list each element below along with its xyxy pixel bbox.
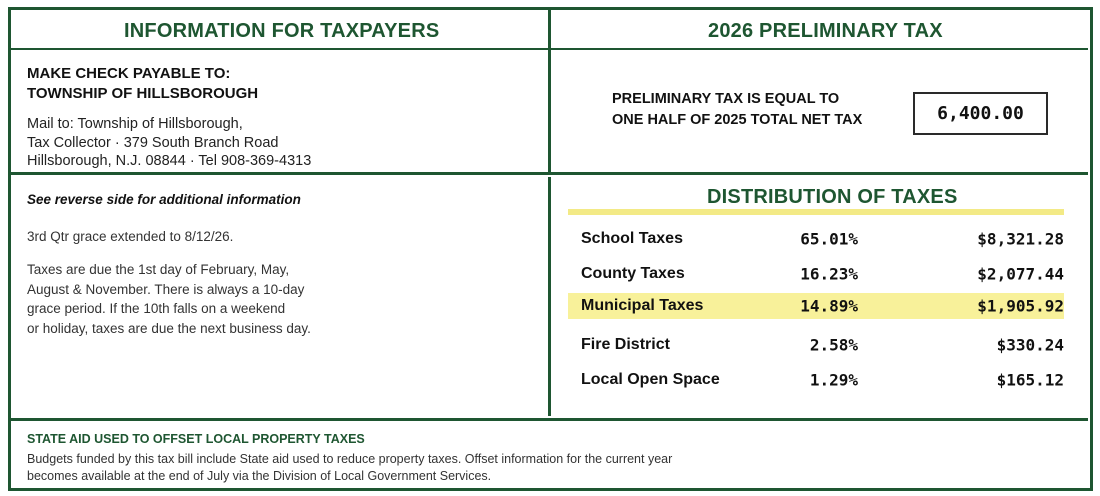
divider-vertical-middle bbox=[548, 177, 551, 416]
divider-middle bbox=[11, 172, 1088, 175]
preliminary-tax-label bbox=[612, 89, 862, 131]
mail-line-2: Tax Collector · 379 South Branch Road bbox=[27, 134, 279, 151]
distribution-row-school bbox=[568, 226, 1064, 252]
row-name: Fire District bbox=[581, 336, 670, 353]
divider-header bbox=[11, 48, 1088, 50]
reverse-side-note: See reverse side for additional information bbox=[27, 192, 301, 207]
due-dates-text bbox=[27, 260, 311, 338]
header-preliminary-tax: 2026 PRELIMINARY TAX bbox=[708, 20, 943, 42]
mail-line-1: Mail to: Township of Hillsborough, bbox=[27, 116, 243, 132]
state-aid-title: STATE AID USED TO OFFSET LOCAL PROPERTY TAXES bbox=[27, 432, 365, 446]
due-line-4: or holiday, taxes are due the next business day. bbox=[27, 320, 311, 336]
state-aid-line-2: becomes available at the end of July via the Division of Local Government Services. bbox=[27, 468, 492, 483]
row-name: Local Open Space bbox=[581, 371, 720, 388]
divider-bottom bbox=[11, 418, 1088, 421]
payable-line-1: MAKE CHECK PAYABLE TO: bbox=[27, 65, 231, 82]
row-amount: $330.24 bbox=[996, 335, 1064, 355]
row-amount: $1,905.92 bbox=[977, 296, 1064, 316]
row-amount: $2,077.44 bbox=[977, 264, 1064, 284]
preliminary-tax-line-2: ONE HALF OF 2025 TOTAL NET TAX bbox=[612, 112, 863, 128]
distribution-row-county bbox=[568, 261, 1064, 287]
row-amount: $165.12 bbox=[996, 370, 1064, 390]
due-line-1: Taxes are due the 1st day of February, May, bbox=[27, 262, 290, 277]
distribution-row-fire bbox=[568, 332, 1064, 358]
row-percent: 16.23% bbox=[800, 264, 858, 284]
row-name: School Taxes bbox=[581, 230, 683, 247]
due-line-2: August & November. There is always a 10-day bbox=[27, 281, 305, 297]
distribution-row-municipal bbox=[568, 293, 1064, 319]
mail-line-3: Hillsborough, N.J. 08844 · Tel 908-369-4313 bbox=[27, 153, 312, 169]
distribution-title-underline bbox=[568, 209, 1064, 215]
mail-address-block bbox=[27, 115, 311, 171]
grace-extension-note: 3rd Qtr grace extended to 8/12/26. bbox=[27, 229, 234, 244]
divider-vertical-top bbox=[548, 10, 551, 173]
row-amount: $8,321.28 bbox=[977, 229, 1064, 249]
preliminary-tax-amount: 6,400.00 bbox=[913, 92, 1048, 135]
row-percent: 1.29% bbox=[809, 370, 858, 390]
preliminary-tax-line-1: PRELIMINARY TAX IS EQUAL TO bbox=[612, 91, 840, 107]
state-aid-text bbox=[27, 451, 727, 484]
due-line-3: grace period. If the 10th falls on a weekend bbox=[27, 301, 286, 316]
row-name: Municipal Taxes bbox=[581, 297, 704, 314]
row-name: County Taxes bbox=[581, 265, 685, 282]
payable-line-2: TOWNSHIP OF HILLSBOROUGH bbox=[27, 85, 259, 102]
row-percent: 14.89% bbox=[800, 296, 858, 316]
state-aid-line-1: Budgets funded by this tax bill include State aid used to reduce property taxes. Offset information for the current year bbox=[27, 452, 673, 466]
distribution-title: DISTRIBUTION OF TAXES bbox=[707, 186, 958, 208]
row-percent: 65.01% bbox=[800, 229, 858, 249]
header-information-for-taxpayers: INFORMATION FOR TAXPAYERS bbox=[124, 20, 440, 42]
row-percent: 2.58% bbox=[809, 335, 858, 355]
distribution-row-open-space bbox=[568, 367, 1064, 393]
payable-block bbox=[27, 64, 258, 104]
